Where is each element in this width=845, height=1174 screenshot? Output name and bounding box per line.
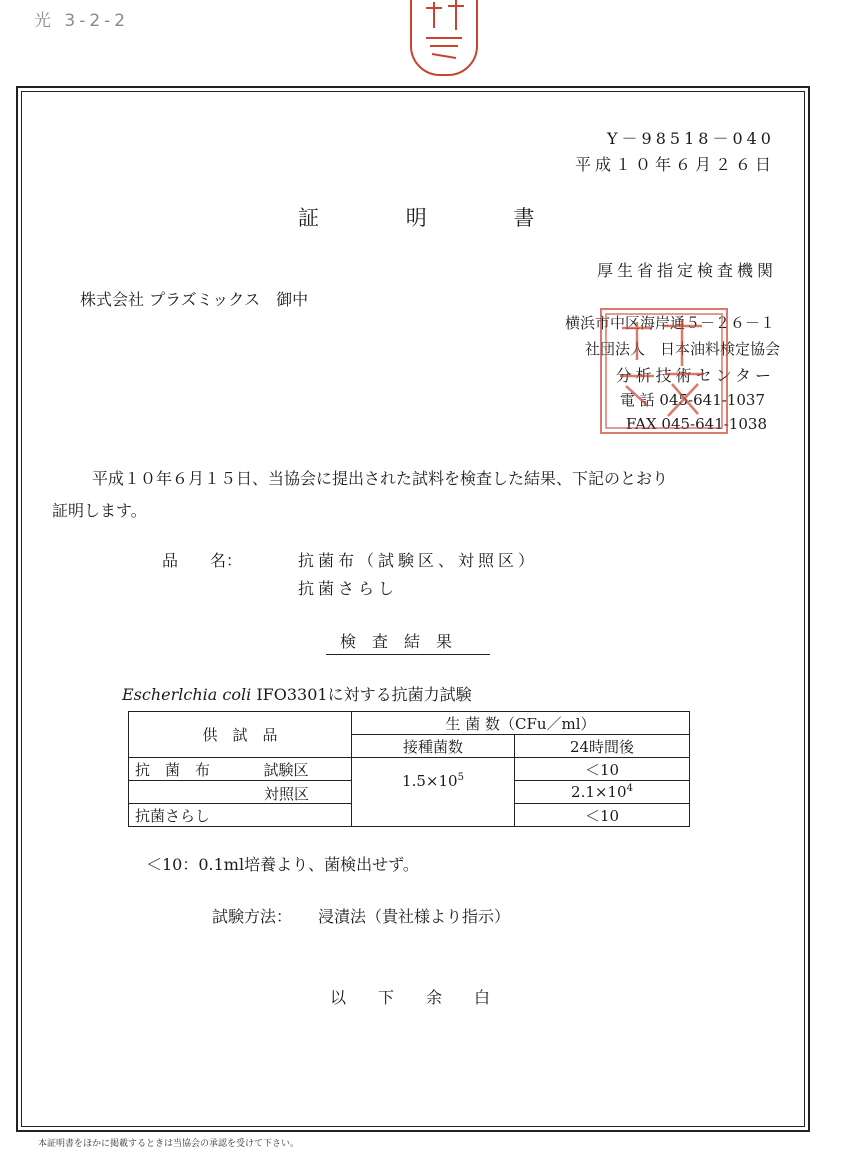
issue-date: 平成１０年６月２６日 <box>574 155 775 174</box>
handwritten-note: 光 3-2-2 <box>34 11 130 31</box>
sample-group: 対照区 <box>264 785 310 803</box>
document-number: Y－98518－040 <box>606 129 775 148</box>
title-char: 明 <box>405 206 427 230</box>
certificate-statement-line1: 平成１０年６月１５日、当協会に提出された試料を検査した結果、下記のとおり <box>92 469 669 488</box>
certificate-statement-line2: 証明します。 <box>52 501 147 520</box>
header-24h: 24時間後 <box>515 735 690 758</box>
after-24h-value <box>515 781 690 804</box>
inoculum-value <box>352 758 515 804</box>
official-seal-stamp <box>600 308 728 434</box>
results-table <box>128 711 690 827</box>
top-seal-stamp <box>410 0 478 76</box>
sample-cell <box>129 781 352 804</box>
inoculum-exponent: 5 <box>457 771 464 783</box>
test-title-rest: IFO3301に対する抗菌力試験 <box>251 685 472 704</box>
issuer-address: 横浜市中区海岸通５－２６－１ <box>564 314 775 332</box>
inoculum-empty <box>352 804 515 827</box>
method-value: 浸漬法（貴社様より指示） <box>318 907 511 926</box>
seal-pattern-icon <box>602 310 726 432</box>
inoculum-base: 1.5×10 <box>402 771 458 790</box>
closing-remark: 以 下 余 白 <box>330 988 491 1007</box>
issuer-department: 分析技術センター <box>615 366 775 385</box>
issuer-tel: 電 話 045-641-1037 <box>619 391 765 409</box>
results-heading <box>326 629 490 652</box>
table-header-row <box>129 712 690 735</box>
header-inoculum: 接種菌数 <box>352 735 515 758</box>
table-row <box>129 804 690 827</box>
title-char: 証 <box>298 206 319 230</box>
issuer-organization: 社団法人 日本油料検定協会 <box>584 340 780 358</box>
issuer-designation: 厚生省指定検査機関 <box>596 261 777 280</box>
header-viable-count: 生 菌 数（CFu／ml） <box>352 712 690 735</box>
header-sample: 供 試 品 <box>129 712 352 758</box>
product-line2: 抗菌さらし <box>298 579 399 598</box>
seal-pattern-icon <box>412 0 476 74</box>
title-char: 書 <box>513 206 535 230</box>
detection-note: ＜10：0.1ml培養より、菌検出せず。 <box>146 855 419 874</box>
recipient-name: 株式会社 プラズミックス 御中 <box>80 290 309 309</box>
sample-group: 試験区 <box>263 760 309 779</box>
after-24h-base: 2.1×10 <box>571 783 627 801</box>
table-row <box>129 758 690 781</box>
results-heading-text: 検 査 結 果 <box>326 632 490 655</box>
issuer-fax: FAX 045-641-1038 <box>626 415 767 433</box>
footer-note: 本証明書をほかに掲載するときは当協会の承認を受けて下さい。 <box>38 1139 300 1149</box>
sample-cell: 抗菌さらし <box>129 804 352 827</box>
after-24h-value: ＜10 <box>515 804 690 827</box>
sample-name: 抗 菌 布 <box>135 760 211 779</box>
product-line1: 抗菌布（試験区、対照区） <box>298 551 539 570</box>
sample-cell <box>129 758 352 781</box>
document-border-inner <box>21 91 805 1127</box>
product-label: 品 名： <box>162 551 243 570</box>
test-organism: Escherlchia coli <box>122 685 252 704</box>
test-title <box>122 682 472 705</box>
after-24h-exponent: 4 <box>626 783 633 794</box>
method-label: 試験方法： <box>212 907 293 926</box>
page-title <box>298 202 534 232</box>
after-24h-value: ＜10 <box>515 758 690 781</box>
